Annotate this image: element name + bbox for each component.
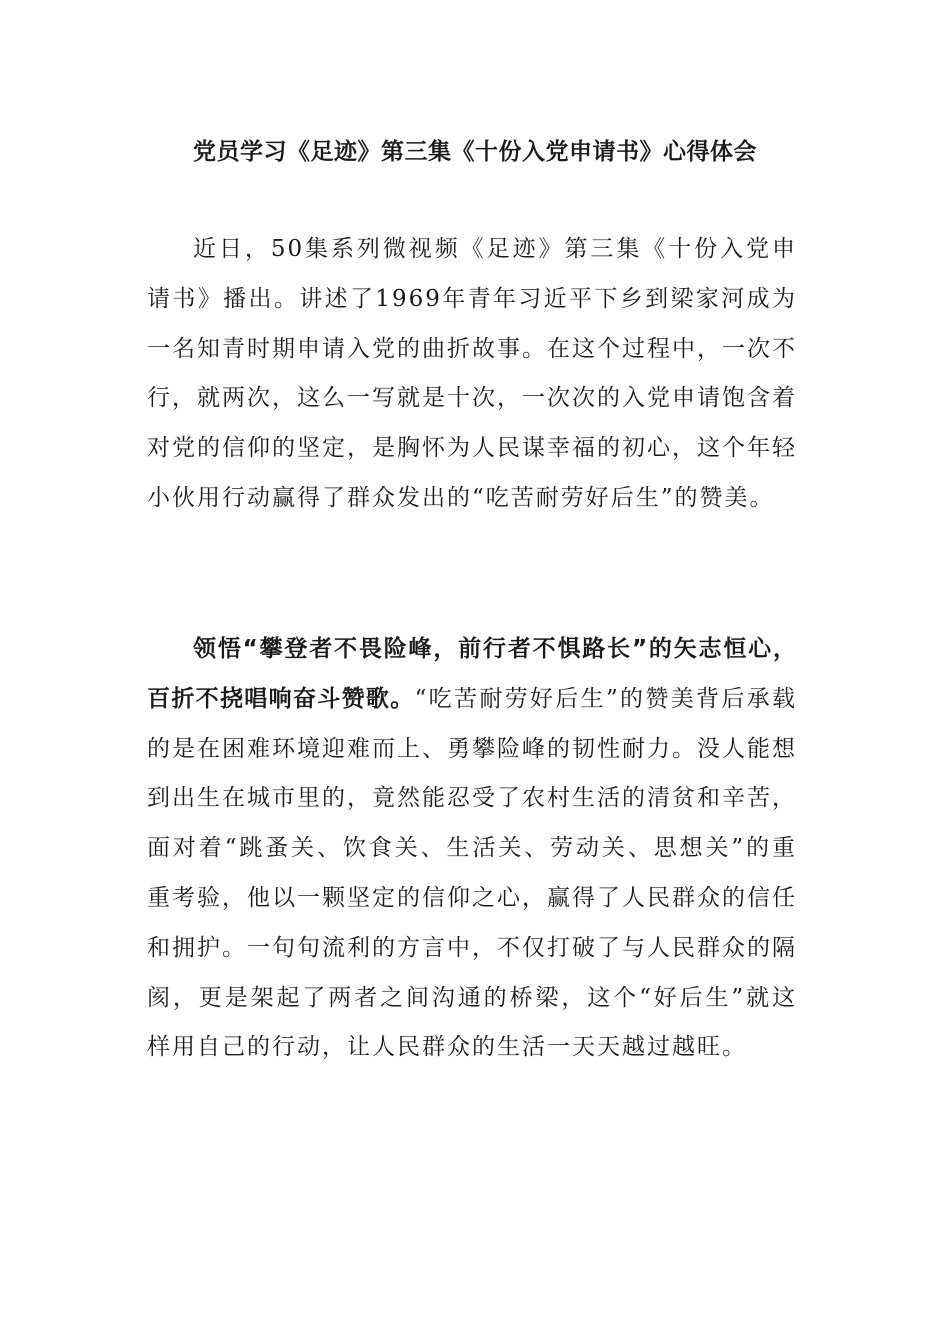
paragraph-section-1-body: “吃苦耐劳好后生”的赞美背后承载的是在困难环境迎难而上、勇攀险峰的韧性耐力。没人能想到出生在城市里的，竟然能忍受了农村生活的清贫和辛苦，面对着“跳蚤关、饮食关、生活关、劳动关、思想关”的重重考验，他以一颗坚定的信仰之心，赢得了人民群众的信任和拥护。一句句流利的方言中，不仅打破了与人民群众的隔阂，更是架起了两者之间沟通的桥梁，这个“好后生”就这样用自己的行动，让人民群众的生活一天天越过越旺。: [147, 685, 797, 1061]
paragraph-section-1: [147, 625, 797, 1073]
paragraph-section-1-heading: 领悟“攀登者不畏险峰，前行者不惧路长”的矢志恒心，百折不挠唱响奋斗赞歌。: [147, 636, 797, 712]
document-title: 党员学习《足迹》第三集《十份入党申请书》心得体会: [193, 139, 757, 165]
paragraph-intro-body: 近日，50集系列微视频《足迹》第三集《十份入党申请书》播出。讲述了1969年青年习近平下乡到梁家河成为一名知青时期申请入党的曲折故事。在这个过程中，一次不行，就两次，这么一写就是十次，一次次的入党申请饱含着对党的信仰的坚定，是胸怀为人民谋幸福的初心，这个年轻小伙用行动赢得了群众发出的“吃苦耐劳好后生”的赞美。: [147, 236, 797, 511]
paragraph-intro: [147, 225, 797, 524]
